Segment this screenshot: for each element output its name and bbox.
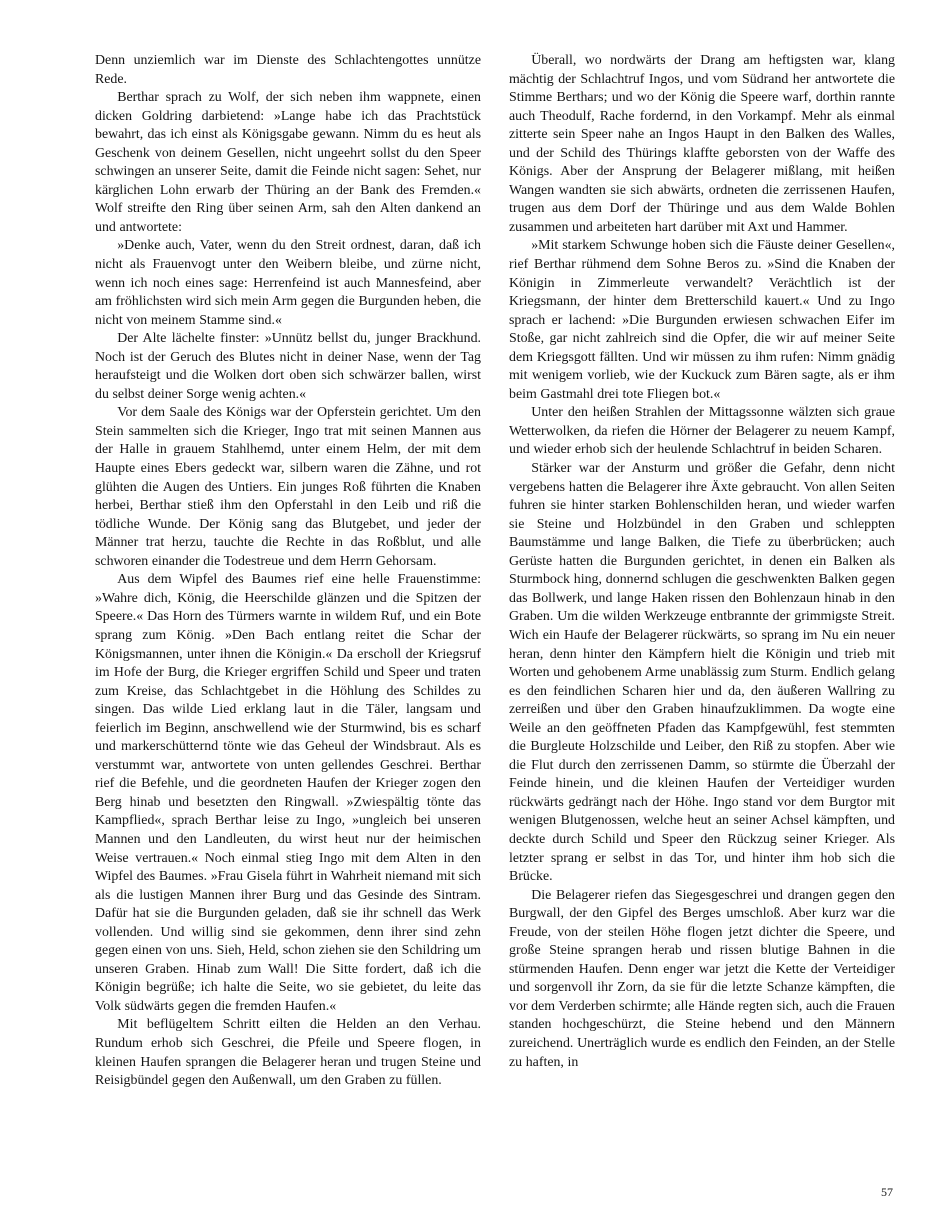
paragraph: Berthar sprach zu Wolf, der sich neben ihm wappnete, einen dicken Goldring darbietend: »Lange habe ich das Prachtstück bewahrt, das ich einst als Königsgabe gewann. Nimm du es heut als Geschenk von deinem Gesellen, nicht ungeehrt sollst du den Speer schwingen an unserer Seite, damit die Feinde nicht sagen: Sehet, nur kärglichen Lohn erwarb der Thüring an der Bank des Fremden.« Wolf streifte den Ring über seinen Arm, sah den Alten dankend an und antwortete: bbox=[95, 90, 481, 235]
paragraph: Aus dem Wipfel des Baumes rief eine helle Frauenstimme: »Wahre dich, König, die Heerschilde glänzen und die Spitzen der Speere.« Das Horn des Türmers warnte in wildem Ruf, und ein Bote sprang zum König. »Den Bach entlang reitet die Schar der Königsmannen, unter ihnen die Königin.« Da erscholl der Kriegsruf im Hofe der Burg, die Krieger ergriffen Schild und Speer und traten zum Kreise, das Schlachtgebet in die Höhlung des Schildes zu singen. Das wilde Lied erklang laut in die Täler, langsam und feierlich im Beginn, anschwellend wie der Sturmwind, bis es scharf und markerschütternd tönte wie das Geheul der Windsbraut. Als es verstummt war, antwortete von unten gellendes Geschrei. Berthar rief die Befehle, und die geordneten Haufen der Krieger zogen den Berg hinab und besetzten den Ringwall. »Zwiespältig tönte das Kampflied«, sprach Berthar leise zu Ingo, »ungleich bei unseren Mannen und den Landleuten, du wirst heut nur der heimischen Weise vertrauen.« Noch einmal stieg Ingo mit dem Alten in den Wipfel des Baumes. »Frau Gisela führt in Wahrheit niemand mit sich als die lustigen Mannen ihrer Burg und das Gesinde des Sintram. Dafür hat sie die Burgunden geladen, daß sie ihr schnell das Werk vollenden. Und willig sind sie gekommen, denn ihrer sind zehn gegen einen von uns. Sieh, Held, schon ziehen sie den Schildring um unseren Graben. Hinab zum Wall! Die Sitte fordert, daß ich die Königin begrüße; ich halte die Seite, wo sie gebietet, du leite das Volk südwärts gegen die fremden Haufen.« bbox=[95, 572, 481, 1014]
paragraph: Die Belagerer riefen das Siegesgeschrei und drangen gegen den Burgwall, der den Gipfel des Berges umschloß. Aber kurz war die Freude, von der steilen Höhe flogen jetzt dichter die Speere, und große Steine sprangen herab und rissen blutige Bahnen in die stürmenden Haufen. Denn enger war jetzt die Kette der Verteidiger und sorgenvoll ihr Zorn, da sie für die letzte Schanze kämpften, die vor dem Verderben schirmte; alle Hände regten sich, auch die Frauen standen hochgeschürzt, die Steine hebend und den Männern zureichend. Unerträglich wurde es endlich den Feinden, an der Stelle zu haften, in bbox=[509, 887, 895, 1070]
page-number: 57 bbox=[881, 1185, 893, 1199]
paragraph: Überall, wo nordwärts der Drang am heftigsten war, klang mächtig der Schlachtruf Ingos, und vom Südrand her antwortete die Stimme Berthars; und wo der König die Speere warf, dorthin rannte auch Theodulf, Rache fordernd, in den Vorkampf. Mehr als einmal zitterte sein Speer nahe an Ingos Haupt in den Balken des Walles, und der Schild des Thürings klaffte geborsten von der Waffe des Königs. Aber der Ansprung der Belagerer mißlang, mit heißen Wangen wandten sie sich abwärts, ordneten die zerrissenen Haufen, trugen aus dem Dorf der Thüringe und aus dem Walde Bohlen zusammen und arbeiteten hart darüber mit Axt und Hammer. bbox=[509, 53, 895, 235]
paragraph: »Denke auch, Vater, wenn du den Streit ordnest, daran, daß ich nicht als Frauenvogt unter den Weibern bleibe, und zürne nicht, wenn ich noch eines sage: Herrenfeind ist auch Mannesfeind, aber am fröhlichsten wird sich mein Arm gegen die Burgunden heben, die nicht von meinem Stamme sind.« bbox=[95, 238, 481, 328]
text-column-right bbox=[509, 52, 895, 1091]
paragraph: Der Alte lächelte finster: »Unnütz bellst du, junger Brackhund. Noch ist der Geruch des Blutes nicht in deiner Nase, wenn der Tag heraufsteigt und die Wolken dort oben sich schwärzer ballen, wirst du selbst deiner Sorge wenig achten.« bbox=[95, 331, 481, 402]
paragraph: Stärker war der Ansturm und größer die Gefahr, denn nicht vergebens hatten die Belagerer ihre Äxte gebraucht. Von allen Seiten fuhren sie hinter starken Bohlenschilden heran, und wieder warfen sie Steine und Holzbündel in den Graben und schleppten Baumstämme und lange Balken, die Tiefe zu überbrücken; auch Gerüste hatten die Burgunden gerichtet, in denen ein Balken als Sturmbock hing, donnernd schlugen die geschwenkten Balken gegen das Bollwerk, und lange Haken rissen den Bohlenzaun hinab in den Graben. Um die wilden Werkzeuge entbrannte der grimmigste Streit. Wich ein Haufe der Belagerer rückwärts, so sprang im Nu ein neuer heran, denn hinter den Kämpfern hielt die Königin und trieb mit Worten und gehobenem Arme unablässig zum Sturm. Endlich gelang es den feindlichen Scharen hier und da, den äußeren Wallring zu zerreißen und über den Graben hinaufzuklimmen. Da wogte eine Weile an den geöffneten Pfaden das Kampfgewühl, fest stemmten die Burgleute Holzschilde und Leiber, den Riß zu stopfen. Aber wie die Flut durch den zerrissenen Damm, so stürmte die Überzahl der Feinde hinein, und die kleinen Haufen der Verteidiger wurden rückwärts gedrängt nach der Höhe. Ingo stand vor dem Burgtor mit wenigen Blutgenossen, welche heut an seiner Achsel kämpften, und deckte durch Schild und Speer den Rückzug seiner Krieger. Als letzter sprang er selbst in das Tor, und hinter ihm hob sich die Brücke. bbox=[509, 461, 895, 885]
text-columns bbox=[95, 52, 895, 1091]
text-column-left bbox=[95, 52, 481, 1091]
paragraph: »Mit starkem Schwunge hoben sich die Fäuste deiner Gesellen«, rief Berthar rühmend dem Sohne Beros zu. »Sind die Knaben der Königin in Zimmerleute verwandelt? Verächtlich ist der Kriegsmann, der hinter dem Bretterschild kauert.« Und zu Ingo sprach er lachend: »Die Burgunden erwiesen schwachen Eifer im Stoße, gar nicht zahlreich sind die Opfer, die wir auf meiner Seite dem Kriegsgott fällten. Und wir müssen zu ihm rufen: Nimm gnädig mit wenigem vorlieb, wie der Kuckuck zum Bären sagte, als er ihm beim Gastmahl drei tote Fliegen bot.« bbox=[509, 238, 895, 402]
paragraph: Mit beflügeltem Schritt eilten die Helden an den Verhau. Rundum erhob sich Geschrei, die Pfeile und Speere flogen, in kleinen Haufen sprangen die Belagerer heran und trugen Steine und Reisigbündel gegen den Außenwall, um den Graben zu füllen. bbox=[95, 1017, 481, 1089]
paragraph: Denn unziemlich war im Dienste des Schlachtengottes unnütze Rede. bbox=[95, 53, 481, 87]
paragraph: Vor dem Saale des Königs war der Opferstein gerichtet. Um den Stein sammelten sich die Krieger, Ingo trat mit seinen Mannen aus der Halle in grauem Stahlhemd, unter einem Helm, der mit dem Haupte eines Ebers gedeckt war, silbern waren die Zähne, und rot glühten die Augen des Untiers. Ein junges Roß führten die Knaben herbei, Berthar stieß ihm den Opferstahl in den Leib und riß die tödliche Wunde. Der König sang das Blutgebet, und jeder der Männer trat herzu, tauchte die Rechte in das Roßblut, und alle schworen einander die Todestreue und dem Herrn Gehorsam. bbox=[95, 405, 481, 569]
paragraph: Unter den heißen Strahlen der Mittagssonne wälzten sich graue Wetterwolken, da riefen die Hörner der Belagerer zu neuem Kampf, und wieder erhob sich der heulende Schlachtruf in beiden Scharen. bbox=[509, 405, 895, 458]
